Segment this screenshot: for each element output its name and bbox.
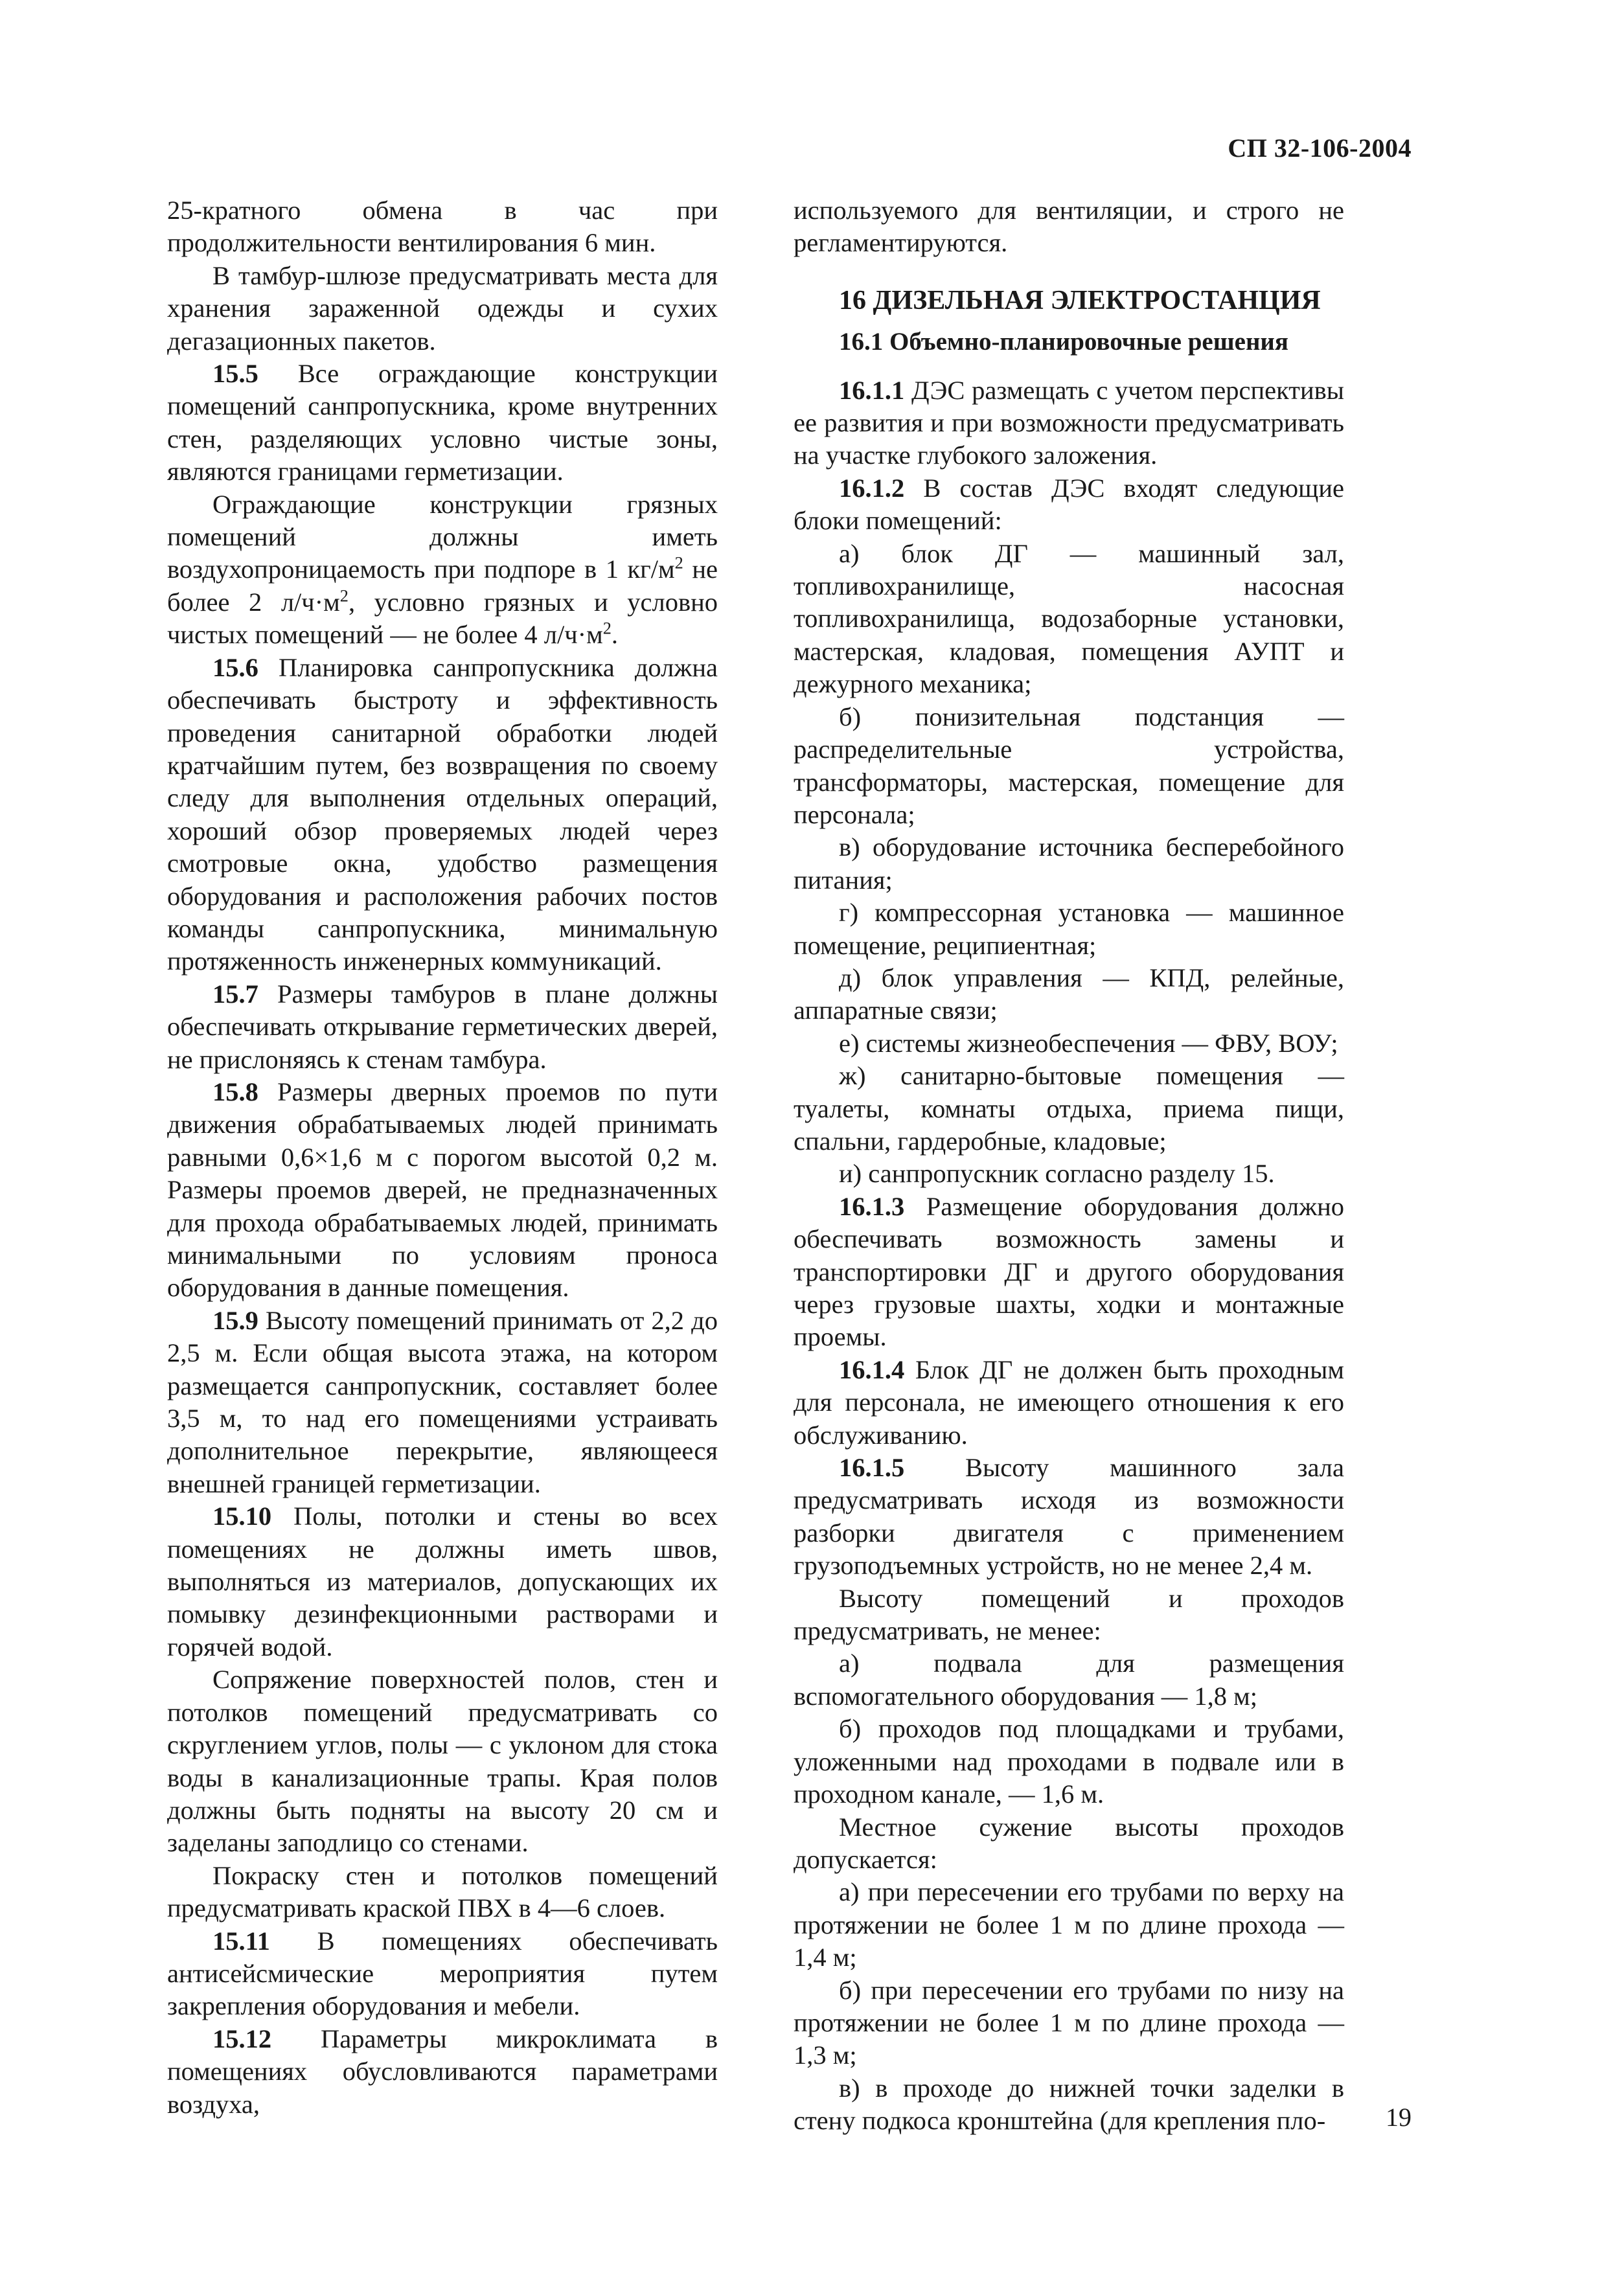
clause-15-5 [167,358,718,488]
list-item: в) оборудование источника бесперебойного питания; [794,832,1344,895]
clause-text: В состав ДЭС входят следующие блоки помещений: [794,473,1344,536]
clause-number: 15.12 [212,2024,272,2053]
clause-16-1-2 [794,472,1344,538]
list-item: д) блок управления — КПД, релейные, аппаратные связи; [794,963,1344,1025]
clause-number: 16.1.1 [839,375,905,405]
list-item: а) блок ДГ — машинный зал, топливохранилище, насосная топливохранилища, водозаборные установки, мастерская, кладовая, помещения АУПТ и дежурного механика; [794,538,1344,699]
clause-15-12 [167,2023,718,2121]
list-item: г) компрессорная установка — машинное помещение, реципиентная; [794,898,1344,960]
clause-15-11 [167,1925,718,2023]
clause-text: Высоту машинного зала предусматривать исходя из возможности разборки двигателя с применением грузоподъемных устройств, но не менее 2,4 м. [794,1453,1344,1581]
left-column [167,194,718,2121]
clause-16-1-4 [794,1354,1344,1452]
section-title: 16 ДИЗЕЛЬНАЯ ЭЛЕКТРОСТАНЦИЯ [839,285,1321,315]
list-item: б) проходов под площадками и трубами, уложенными над проходами в подвале или в проходном канале, — 1,6 м. [794,1714,1344,1809]
list-item: б) понизительная подстанция — распределительные устройства, трансформаторы, мастерская, помещение для персонала; [794,702,1344,829]
clause-text: ДЭС размещать с учетом перспективы ее развития и при возможности предусматривать на участке глубокого заложения. [794,375,1344,470]
document-code: СП 32-106-2004 [1228,133,1412,163]
clause-number: 16.1.4 [839,1354,905,1384]
clause-number: 16.1.5 [839,1453,905,1483]
clause-number: 15.9 [212,1305,258,1335]
clause-text: В помещениях обеспечивать антисейсмические мероприятия путем закрепления оборудования и мебели. [167,1926,718,2021]
paragraph: Сопряжение поверхностей полов, стен и потолков помещений предусматривать со скруглением углов, полы — с уклоном для стока воды в канализационные трапы. Края полов должны быть подняты на высоту 20 см и заделаны заподлицо со стенами. [167,1665,718,1858]
clause-text: Все ограждающие конструкции помещений санпропускника, кроме внутренних стен, разделяющих условно чистые зоны, являются границами герметизации. [167,359,718,486]
paragraph: 25-кратного обмена в час при продолжительности вентилирования 6 мин. [167,196,718,258]
paragraph: Высоту помещений и проходов предусматривать, не менее: [794,1583,1344,1646]
superscript: 2 [339,586,349,606]
paragraph: Покраску стен и потолков помещений предусматривать краской ПВХ в 4—6 слоев. [167,1860,718,1923]
clause-16-1-5 [794,1452,1344,1582]
text-run: не более 2 л/ч·м [167,554,718,617]
list-item: и) санпропускник согласно разделу 15. [839,1159,1275,1189]
clause-number: 16.1.2 [839,473,905,503]
clause-number: 15.11 [212,1926,270,1956]
clause-16-1-1 [794,374,1344,472]
list-item: а) подвала для размещения вспомогательного оборудования — 1,8 м; [794,1649,1344,1711]
clause-text: Размещение оборудования должно обеспечивать возможность замены и транспортировки ДГ и другого оборудования через грузовые шахты, ходки и монтажные проемы. [794,1191,1344,1352]
superscript: 2 [602,619,612,638]
clause-text: Полы, потолки и стены во всех помещениях не должны иметь швов, выполняться из материалов, допускающих их помывку дезинфекционными растворами и горячей водой. [167,1502,718,1662]
clause-number: 15.8 [212,1077,258,1106]
list-item: в) в проходе до нижней точки заделки в стену подкоса кронштейна (для крепления пло- [794,2073,1344,2136]
clause-16-1-3 [794,1191,1344,1354]
text-run: . [611,620,618,650]
clause-15-9 [167,1305,718,1500]
clause-text: Параметры микроклимата в помещениях обусловливаются параметрами воздуха, [167,2024,718,2119]
clause-text: Высоту помещений принимать от 2,2 до 2,5 м. Если общая высота этажа, на котором размещается санпропускник, составляет более 3,5 м, то над его помещениями устраивать дополнительное перекрытие, являющееся внешней границей герметизации. [167,1305,718,1498]
clause-15-8 [167,1076,718,1305]
clause-text: Размеры тамбуров в плане должны обеспечивать открывание герметических дверей, не прислоняясь к стенам тамбура. [167,979,718,1074]
text-run: Ограждающие конструкции грязных помещений должны иметь воздухопроницаемость при подпоре в 1 кг/м [167,489,718,584]
list-item: б) при пересечении его трубами по низу на протяжении не более 1 м по длине прохода — 1,3 м; [794,1975,1344,2070]
list-item: ж) санитарно-бытовые помещения — туалеты, комнаты отдыха, приема пищи, спальни, гардеробные, кладовые; [794,1061,1344,1156]
list-item: е) системы жизнеобеспечения — ФВУ, ВОУ; [839,1028,1338,1058]
clause-text: Размеры дверных проемов по пути движения обрабатываемых людей принимать равными 0,6×1,6 м с порогом высотой 0,2 м. Размеры проемов дверей, не предназначенных для прохода обрабатываемых людей, принимать минимальными по условиям проноса оборудования в данные помещения. [167,1077,718,1303]
clause-text: Планировка санпропускника должна обеспечивать быстроту и эффективность проведения санитарной обработки людей кратчайшим путем, без возвращения по своему следу для выполнения отдельных операций, хороший обзор проверяемых людей через смотровые окна, удобство размещения оборудования и расположения рабочих постов команды санпропускника, минимальную протяженность инженерных коммуникаций. [167,652,718,976]
paragraph: В тамбур-шлюзе предусматривать места для хранения зараженной одежды и сухих дегазационных пакетов. [167,260,718,356]
clause-number: 16.1.3 [839,1191,905,1221]
superscript: 2 [674,553,683,573]
paragraph: Местное сужение высоты проходов допускается: [794,1812,1344,1874]
clause-number: 15.5 [212,359,258,389]
clause-number: 15.6 [212,652,258,682]
page-number: 19 [1386,2103,1412,2132]
right-column [794,194,1344,2138]
paragraph [167,488,718,652]
clause-15-10 [167,1500,718,1663]
list-item: а) при пересечении его трубами по верху на протяжении не более 1 м по длине прохода — 1,4 м; [794,1877,1344,1972]
clause-number: 15.10 [212,1502,272,1531]
paragraph: используемого для вентиляции, и строго не регламентируются. [794,196,1344,258]
clause-text: Блок ДГ не должен быть проходным для персонала, не имеющего отношения к его обслуживанию. [794,1354,1344,1450]
clause-15-7 [167,978,718,1076]
clause-number: 15.7 [212,979,258,1009]
text-run: , условно грязных и условно чистых помещений — не более 4 л/ч·м [167,587,718,650]
clause-15-6 [167,652,718,978]
subsection-title: 16.1 Объемно-планировочные решения [839,328,1288,356]
